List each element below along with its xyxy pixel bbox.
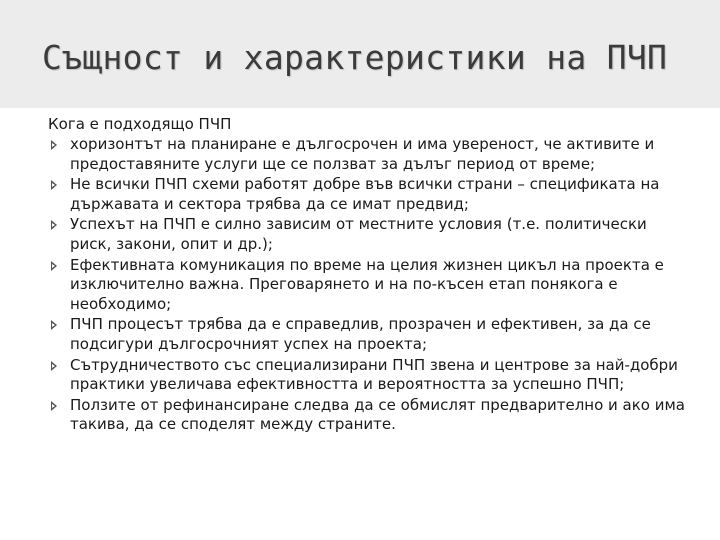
bullet-list [48, 135, 688, 435]
bullet-item [48, 135, 688, 174]
slide-content [48, 115, 688, 436]
bullet-item [48, 215, 688, 254]
bullet-item [48, 256, 688, 315]
triangle-bullet-icon [51, 180, 57, 190]
bullet-item [48, 315, 688, 354]
triangle-bullet-icon [51, 361, 57, 371]
bullet-text: хоризонтът на планиране е дългосрочен и има увереност, че активите и предоставяните услуги ще се ползват за дълъг период от време; [70, 135, 655, 173]
triangle-bullet-icon [51, 401, 57, 411]
slide-title: Същност и характеристики на ПЧП [42, 38, 668, 77]
bullet-text: Ефективната комуникация по време на целия жизнен цикъл на проекта е изключително важна. Преговарянето и на по-късен етап понякога е необходимо; [70, 255, 664, 313]
bullet-item [48, 356, 688, 395]
bullet-text: Сътрудничеството със специализирани ПЧП звена и центрове за най-добри практики увеличава ефективността и вероятността за успешно ПЧП; [70, 355, 678, 394]
triangle-bullet-icon [51, 320, 57, 330]
bullet-item [48, 396, 688, 435]
triangle-bullet-icon [51, 140, 57, 150]
bullet-text: ПЧП процесът трябва да е справедлив, прозрачен и ефективен, за да се подсигури дългосрочният успех на проекта; [70, 315, 651, 353]
triangle-bullet-icon [51, 261, 57, 271]
bullet-text: Не всички ПЧП схеми работят добре във всички страни – спецификата на държавата и сектора трябва да се имат предвид; [70, 175, 660, 213]
subheading: Кога е подходящо ПЧП [48, 115, 232, 133]
bullet-item [48, 175, 688, 214]
bullet-text: Успехът на ПЧП е силно зависим от местните условия (т.е. политически риск, закони, опит и др.); [70, 215, 647, 253]
bullet-text: Ползите от рефинансиране следва да се обмислят предварително и ако има такива, да се споделят между страните. [70, 395, 685, 434]
triangle-bullet-icon [51, 220, 57, 230]
